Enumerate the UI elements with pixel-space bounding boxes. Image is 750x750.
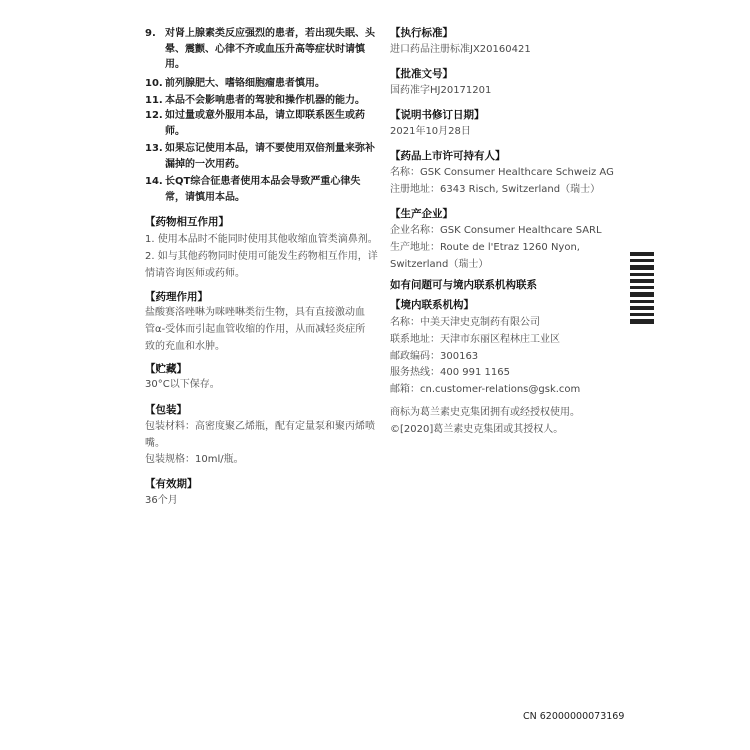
domestic-email: 邮箱：cn.customer-relations@gsk.com bbox=[390, 384, 581, 395]
contact-note: 如有问题可与境内联系机构联系 bbox=[390, 279, 537, 291]
warning-item-9 bbox=[145, 26, 380, 73]
revision-text: 2021年10月28日 bbox=[390, 126, 471, 137]
barcode-graphic bbox=[630, 252, 654, 324]
revision-heading: 【说明书修订日期】 bbox=[390, 109, 485, 121]
validity-text: 36个月 bbox=[145, 495, 178, 506]
pharmacology-text: 盐酸赛洛唑啉为咪唑啉类衍生物，具有直接激动血管α-受体而引起血管收缩的作用，从而减轻炎症所致的充血和水肿。 bbox=[145, 307, 366, 352]
warning-number: 12. bbox=[145, 110, 163, 121]
domestic-name: 名称：中美天津史克制药有限公司 bbox=[390, 317, 540, 328]
interactions-item-1: 1. 使用本品时不能同时使用其他收缩血管类滴鼻剂。 bbox=[145, 234, 378, 245]
pharmacology-heading: 【药理作用】 bbox=[145, 291, 208, 303]
warning-text: 长QT综合征患者使用本品会导致严重心律失常，请慎用本品。 bbox=[165, 176, 361, 203]
packaging-spec: 包装规格：10ml/瓶。 bbox=[145, 454, 244, 465]
storage-heading: 【贮藏】 bbox=[145, 363, 187, 375]
domestic-postcode: 邮政编码：300163 bbox=[390, 351, 479, 362]
packaging-heading: 【包装】 bbox=[145, 404, 187, 416]
trademark-note: 商标为葛兰素史克集团拥有或经授权使用。 bbox=[390, 407, 580, 418]
holder-address: 注册地址：6343 Risch, Switzerland（瑞士） bbox=[390, 184, 601, 195]
domestic-hotline: 服务热线：400 991 1165 bbox=[390, 367, 510, 378]
warning-number: 9. bbox=[145, 28, 156, 39]
warning-number: 10. bbox=[145, 78, 163, 89]
warning-number: 13. bbox=[145, 143, 163, 154]
approval-text: 国药准字HJ20171201 bbox=[390, 85, 492, 96]
warning-text: 如果忘记使用本品，请不要使用双倍剂量来弥补漏掉的一次用药。 bbox=[165, 143, 375, 170]
storage-text: 30°C以下保存。 bbox=[145, 379, 220, 390]
warning-text: 本品不会影响患者的驾驶和操作机器的能力。 bbox=[165, 95, 365, 106]
warning-text: 对肾上腺素类反应强烈的患者，若出现失眠、头晕、震颤、心律不齐或血压升高等症状时请慎用。 bbox=[165, 28, 375, 70]
interactions-heading: 【药物相互作用】 bbox=[145, 216, 229, 228]
validity-heading: 【有效期】 bbox=[145, 478, 198, 490]
warning-item-10 bbox=[145, 76, 380, 92]
warning-item-11 bbox=[145, 93, 380, 109]
approval-heading: 【批准文号】 bbox=[390, 68, 453, 80]
warning-text: 如过量或意外服用本品，请立即联系医生或药师。 bbox=[165, 110, 365, 137]
serial-number: CN 62000000073169 bbox=[523, 711, 625, 722]
manufacturer-heading: 【生产企业】 bbox=[390, 208, 453, 220]
warning-number: 14. bbox=[145, 176, 163, 187]
packaging-material: 包装材料：高密度聚乙烯瓶，配有定量泵和聚丙烯喷嘴。 bbox=[145, 421, 375, 449]
standard-heading: 【执行标准】 bbox=[390, 27, 453, 39]
manufacturer-address: 生产地址：Route de l'Etraz 1260 Nyon, Switzerland（瑞士） bbox=[390, 242, 580, 270]
domestic-address: 联系地址：天津市东丽区程林庄工业区 bbox=[390, 334, 560, 345]
holder-name: 名称：GSK Consumer Healthcare Schweiz AG bbox=[390, 167, 614, 178]
warning-item-13 bbox=[145, 141, 380, 170]
warning-item-14 bbox=[145, 174, 380, 203]
warning-number: 11. bbox=[145, 95, 163, 106]
interactions-item-2: 2. 如与其他药物同时使用可能发生药物相互作用，详情请咨询医师或药师。 bbox=[145, 251, 378, 279]
warning-item-12 bbox=[145, 108, 380, 137]
holder-heading: 【药品上市许可持有人】 bbox=[390, 150, 506, 162]
copyright-note: ©[2020]葛兰素史克集团或其授权人。 bbox=[390, 424, 564, 435]
standard-text: 进口药品注册标准JX20160421 bbox=[390, 44, 531, 55]
domestic-heading: 【境内联系机构】 bbox=[390, 299, 474, 311]
manufacturer-name: 企业名称：GSK Consumer Healthcare SARL bbox=[390, 225, 602, 236]
warning-text: 前列腺肥大、嗜铬细胞瘤患者慎用。 bbox=[165, 78, 325, 89]
